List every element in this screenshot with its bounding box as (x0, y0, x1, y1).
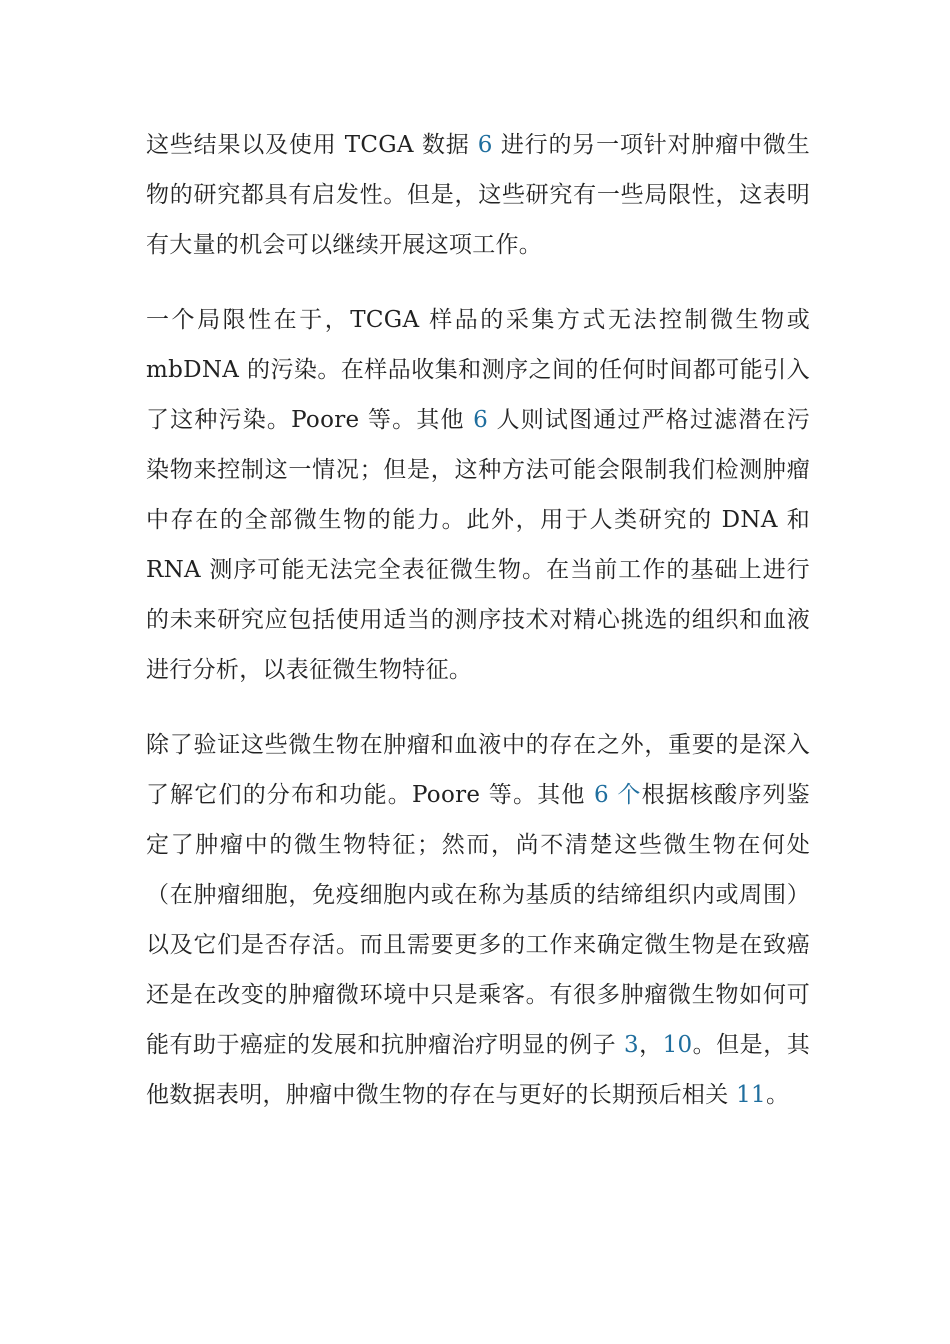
citation-link-6[interactable]: 6 个 (594, 782, 642, 808)
paragraph-3 (146, 720, 810, 1120)
paragraph-text: 人则试图通过严格过滤潜在污染物来控制这一情况；但是，这种方法可能会限制我们检测肿瘤中存在的全部微生物的能力。此外，用于人类研究的 DNA 和 RNA 测序可能无法完全表征微生物。在当前工作的基础上进行的未来研究应包括使用适当的测序技术对精心挑选的组织和血液进行分析，以表征微生物特征。 (146, 407, 810, 683)
article-body (146, 120, 810, 1145)
citation-link-3[interactable]: 3 (623, 1032, 639, 1058)
paragraph-text: 进行的另一项针对肿瘤中微生物的研究都具有启发性。但是，这些研究有一些局限性，这表明有大量的机会可以继续开展这项工作。 (146, 132, 810, 258)
citation-link-6[interactable]: 6 (477, 132, 493, 158)
paragraph-text: 一个局限性在于，TCGA 样品的采集方式无法控制微生物或 mbDNA 的污染。在样品收集和测序之间的任何时间都可能引入了这种污染。Poore 等。其他 (146, 307, 810, 433)
citation-link-6[interactable]: 6 (473, 407, 489, 433)
citation-link-11[interactable]: 11 (736, 1082, 766, 1108)
paragraph-text: 这些结果以及使用 TCGA 数据 (146, 132, 478, 158)
paragraph-1 (146, 120, 810, 270)
paragraph-text: 除了验证这些微生物在肿瘤和血液中的存在之外，重要的是深入了解它们的分布和功能。Poore 等。其他 (146, 732, 810, 808)
paragraph-text: 根据核酸序列鉴定了肿瘤中的微生物特征；然而，尚不清楚这些微生物在何处（在肿瘤细胞，免疫细胞内或在称为基质的结缔组织内或周围）以及它们是否存活。而且需要更多的工作来确定微生物是在致癌还是在改变的肿瘤微环境中只是乘客。有很多肿瘤微生物如何可能有助于癌症的发展和抗肿瘤治疗明显的例子 (146, 782, 810, 1058)
paragraph-2 (146, 295, 810, 695)
paragraph-text: ， (638, 1032, 663, 1058)
paragraph-text: 。 (766, 1082, 790, 1108)
paragraph-text: 。但是，其他数据表明，肿瘤中微生物的存在与更好的长期预后相关 (146, 1032, 810, 1108)
citation-link-10[interactable]: 10 (662, 1032, 693, 1058)
